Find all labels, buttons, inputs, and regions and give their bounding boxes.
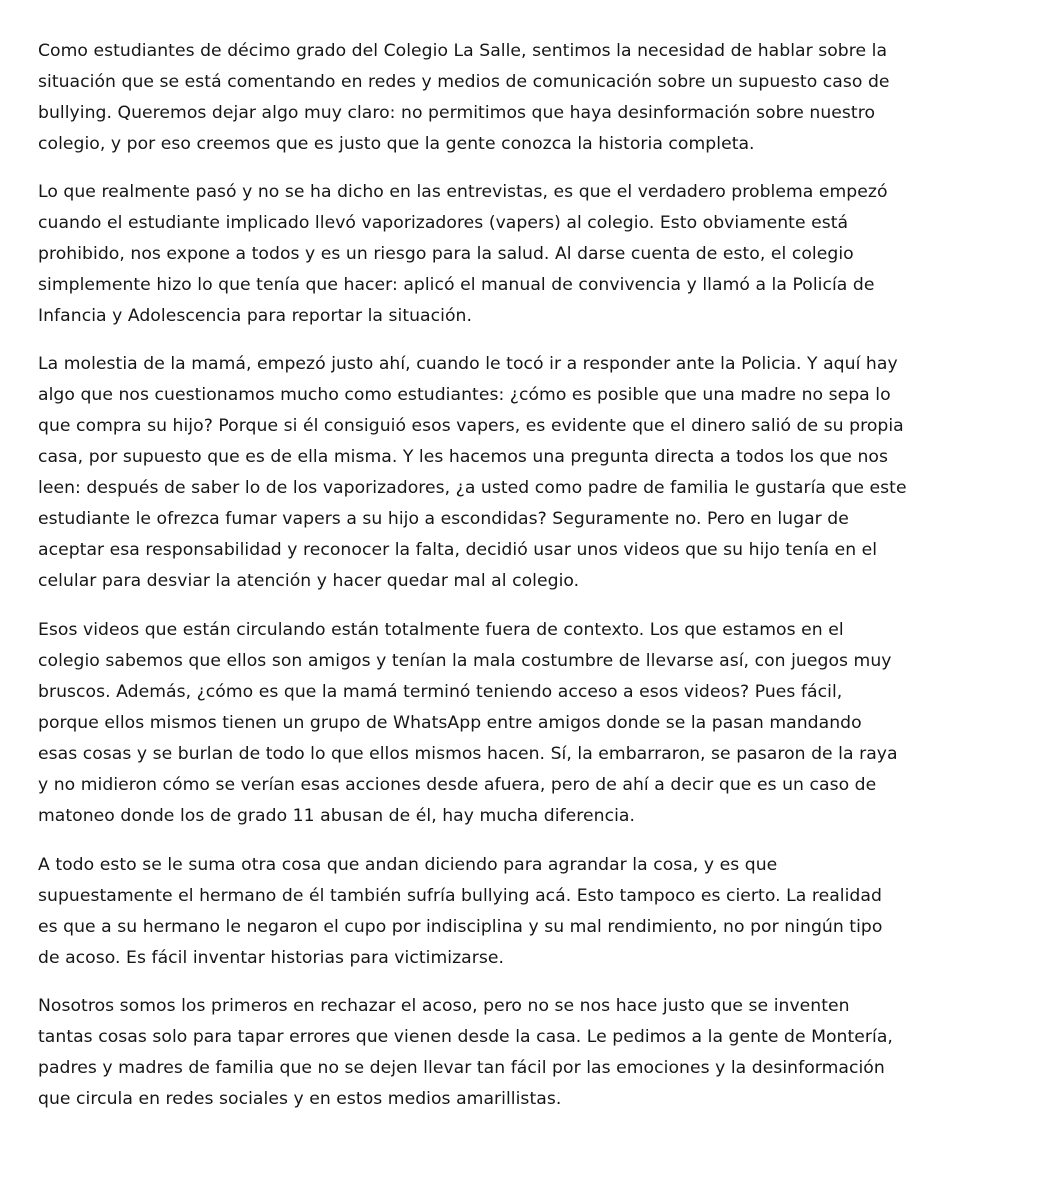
paragraph-brother: A todo esto se le suma otra cosa que andan diciendo para agrandar la cosa, y es que supuestamente el hermano de él también sufría bullying acá. Esto tampoco es cierto. La realidad es que a su hermano le negaron el cupo por indisciplina y su mal rendimiento, no por ningún tipo de acoso. Es fácil inventar historias para victimizarse.	[38, 855, 883, 968]
paragraph-closing: Nosotros somos los primeros en rechazar el acoso, pero no se nos hace justo que se inventen tantas cosas solo para tapar errores que vienen desde la casa. Le pedimos a la gente de Montería, padres y madres de familia que no se dejen llevar tan fácil por las emociones y la desinformación que circula en redes sociales y en estos medios amarillistas.	[38, 996, 893, 1109]
paragraph-mother: La molestia de la mamá, empezó justo ahí, cuando le tocó ir a responder ante la Policia. Y aquí hay algo que nos cuestionamos mucho como estudiantes: ¿cómo es posible que una madre no sepa lo que compra su hijo? Porque si él consiguió esos vapers, es evidente que el dinero salió de su propia casa, por supuesto que es de ella misma. Y les hacemos una pregunta directa a todos los que nos leen: después de saber lo de los vaporizadores, ¿a usted como padre de familia le gustaría que este estudiante le ofrezca fumar vapers a su hijo a escondidas? Seguramente no. Pero en lugar de aceptar esa responsabilidad y reconocer la falta, decidió usar unos videos que su hijo tenía en el celular para desviar la atención y hacer quedar mal al colegio.	[38, 354, 907, 591]
paragraph-intro: Como estudiantes de décimo grado del Colegio La Salle, sentimos la necesidad de hablar sobre la situación que se está comentando en redes y medios de comunicación sobre un supuesto caso de bullying. Queremos dejar algo muy claro: no permitimos que haya desinformación sobre nuestro colegio, y por eso creemos que es justo que la gente conozca la historia completa.	[38, 41, 890, 154]
paragraph-vapers: Lo que realmente pasó y no se ha dicho en las entrevistas, es que el verdadero problema empezó cuando el estudiante implicado llevó vaporizadores (vapers) al colegio. Esto obviamente está prohibido, nos expone a todos y es un riesgo para la salud. Al darse cuenta de esto, el colegio simplemente hizo lo que tenía que hacer: aplicó el manual de convivencia y llamó a la Policía de Infancia y Adolescencia para reportar la situación.	[38, 182, 888, 326]
paragraph-videos: Esos videos que están circulando están totalmente fuera de contexto. Los que estamos en el colegio sabemos que ellos son amigos y tenían la mala costumbre de llevarse así, con juegos muy bruscos. Además, ¿cómo es que la mamá terminó teniendo acceso a esos videos? Pues fácil, porque ellos mismos tienen un grupo de WhatsApp entre amigos donde se la pasan mandando esas cosas y se burlan de todo lo que ellos mismos hacen. Sí, la embarraron, se pasaron de la raya y no midieron cómo se verían esas acciones desde afuera, pero de ahí a decir que es un caso de matoneo donde los de grado 11 abusan de él, hay mucha diferencia.	[38, 620, 898, 826]
document-body	[38, 36, 986, 1132]
